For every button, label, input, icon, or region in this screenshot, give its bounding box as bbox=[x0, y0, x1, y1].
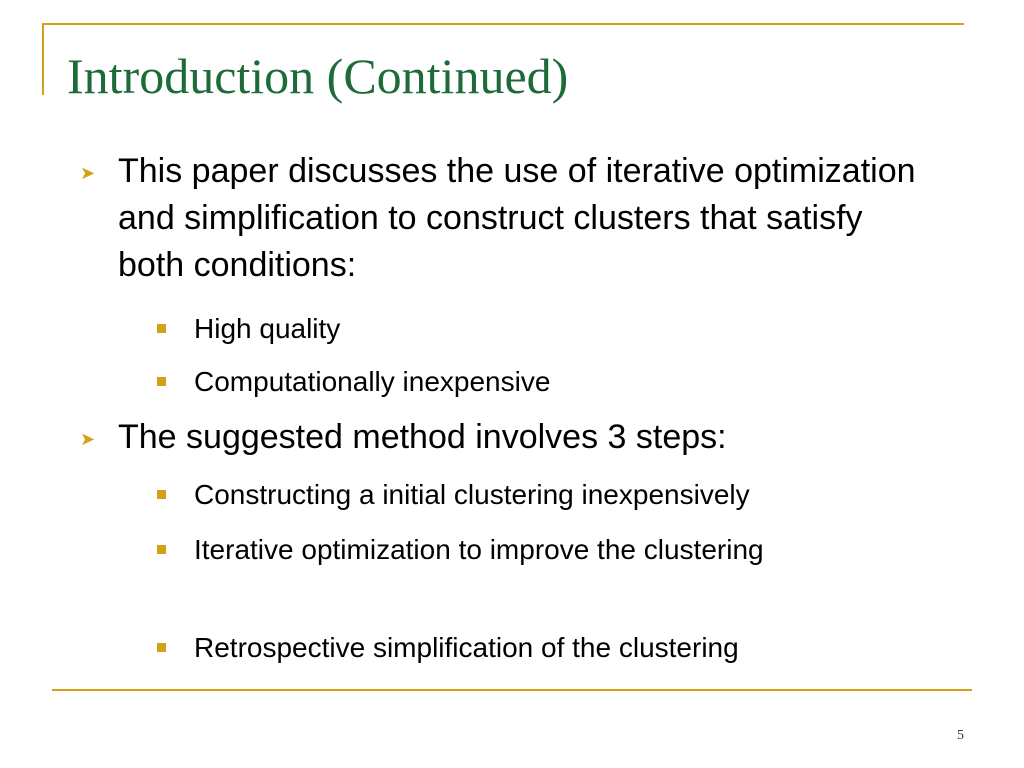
sub-bullet-item: Constructing a initial clustering inexpensively bbox=[194, 479, 750, 510]
bottom-divider-line bbox=[52, 689, 972, 691]
page-number: 5 bbox=[957, 728, 964, 743]
arrowhead-bullet-icon: ➤ bbox=[80, 163, 96, 183]
arrowhead-bullet-icon: ➤ bbox=[80, 429, 96, 449]
square-bullet-icon bbox=[157, 377, 166, 386]
sub-bullet-item: Iterative optimization to improve the clustering bbox=[194, 534, 764, 565]
sub-bullet-item: Retrospective simplification of the clustering bbox=[194, 632, 739, 663]
square-bullet-icon bbox=[157, 324, 166, 333]
slide-title: Introduction (Continued) bbox=[67, 48, 569, 104]
sub-bullet-item: Computationally inexpensive bbox=[194, 366, 551, 397]
bullet-item: This paper discusses the use of iterative optimization and simplification to construct clusters that satisfy both conditions: bbox=[118, 152, 916, 284]
sub-bullet-item: High quality bbox=[194, 313, 341, 344]
square-bullet-icon bbox=[157, 545, 166, 554]
square-bullet-icon bbox=[157, 643, 166, 652]
bullet-item: The suggested method involves 3 steps: bbox=[118, 418, 727, 456]
square-bullet-icon bbox=[157, 490, 166, 499]
